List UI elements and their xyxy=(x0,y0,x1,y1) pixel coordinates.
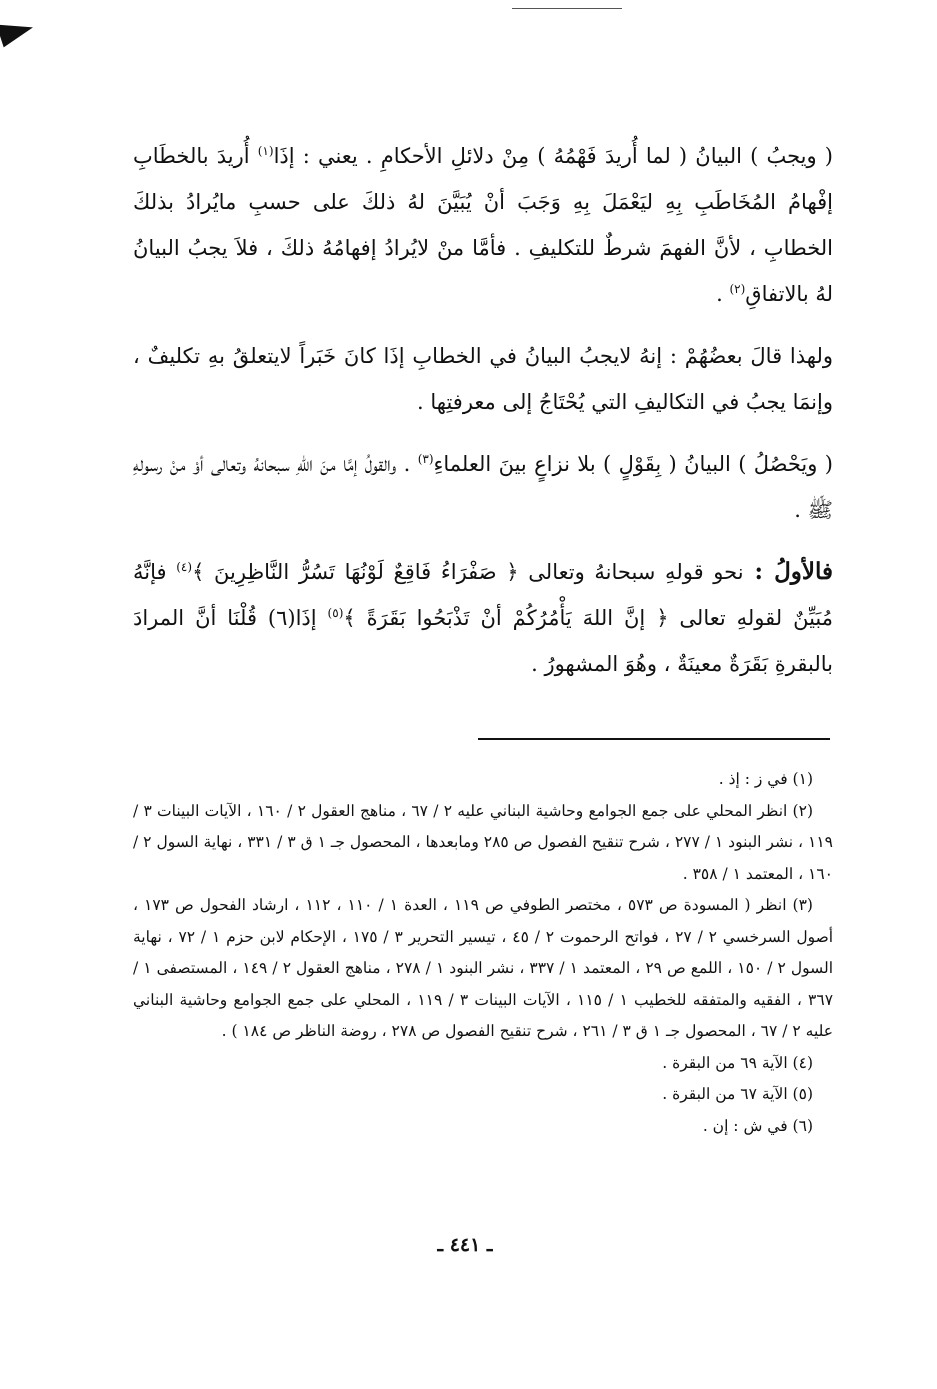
footnote-3: (٣) انظر ( المسودة ص ٥٧٣ ، مختصر الطوفي ص ١١٩ ، العدة ١ / ١١٠ ، ١١٢ ، ارشاد الفحول ص ١٧٣ ، أصول السرخسي ٢ / ٢٧ ، فواتح الرحموت ٢ / ٤٥ ، تيسير التحرير ٣ / ١٧٥ ، الإحكام لابن حزم ١ / ٧٢ ، نهاية السول ٢ / ١٥٠ ، اللمع ص ٢٩ ، المعتمد ١ / ٣٣٧ ، نشر البنود ١ / ٢٧٨ ، مناهج العقول ٢ / ١٤٩ ، المستصفى ١ / ٣٦٧ ، الفقيه والمتفقه للخطيب ١ / ١١٥ ، الآيات البينات ٣ / ١١٩ ، المحلي على جمع الجوامع وحاشية البناني عليه ٢ / ٦٧ ، المحصول جـ ١ ق ٣ / ٢٦١ ، شرح تنقيح الفصول ص ٢٧٨ ، روضة الناظر ص ١٨٤ ) . xyxy=(133,896,834,1040)
footnote-ref-1: (١) xyxy=(257,144,274,158)
paragraph-1-tail: . xyxy=(716,282,730,306)
top-rule xyxy=(512,8,622,9)
paragraph-3-text: ( ويَحْصُلُ ) البيانُ ( بِقَوْلٍ ) بلا نزاعٍ بينَ العلماءِ xyxy=(433,452,833,476)
footnote-ref-5: (٥) xyxy=(327,606,344,620)
footnote-1: (١) في ز : إذ . xyxy=(718,770,813,788)
paragraph-3 xyxy=(133,441,833,533)
footnotes xyxy=(133,764,833,1142)
paragraph-4-tail: إذَا(٦) قُلْنَا أنَّ المرادَ بالبقرةِ بَقَرَةٌ معينَةٌ ، وهُوَ المشهورُ . xyxy=(133,606,833,676)
footnote-ref-4: (٤) xyxy=(176,560,193,574)
paragraph-4-lead: فالأولُ : xyxy=(743,558,834,585)
footnote-6: (٦) في ش : إن . xyxy=(702,1116,813,1135)
paragraph-1 xyxy=(133,133,833,317)
footnote-4: (٤) الآية ٦٩ من البقرة . xyxy=(662,1053,813,1072)
footnote-separator xyxy=(478,738,830,740)
paragraph-1-text: ( ويجبُ ) البيانُ ( لما أُريدَ فَهْمُهُ ) مِنْ دلائلِ الأحكامِ . يعني : إذَا xyxy=(273,144,833,168)
paragraph-2 xyxy=(133,333,833,425)
corner-mark xyxy=(0,14,36,47)
footnote-ref-3: (٣) xyxy=(417,452,434,466)
page-number: ـ ٤٤١ ـ xyxy=(437,1234,493,1256)
footnote-2: (٢) انظر المحلي على جمع الجوامع وحاشية البناني عليه ٢ / ٦٧ ، مناهج العقول ٢ / ١٦٠ ، الآيات البينات ٣ / ١١٩ ، نشر البنود ١ / ٢٧٧ ، شرح تنقيح الفصول ص ٢٨٥ ومابعدها ، المحصول جـ ١ ق ٣ / ٣٣١ ، نهاية السول ٢ / ١٦٠ ، المعتمد ١ / ٣٥٨ . xyxy=(133,801,833,883)
footnote-5: (٥) الآية ٦٧ من البقرة . xyxy=(662,1085,813,1103)
paragraph-4 xyxy=(133,549,833,687)
footnote-ref-2: (٢) xyxy=(729,282,746,296)
paragraph-3-rest: . والقولُ إمَّا منَ اللهِ سبحانهُ وتعالى أوْ منْ رسولهِ ﷺ . xyxy=(133,452,833,522)
paragraph-1-rest: أُريدَ بالخطَابِ إفْهامُ المُخَاطَبِ بِهِ ليَعْمَلَ بِهِ وَجَبَ أنْ يُبَيَّنَ لهُ ذلكَ على حسبِ مايُرادُ بذلكَ الخطابِ ، لأنَّ الفهمَ شرطٌ للتكليفِ . فأمَّا منْ لايُرادُ إفهامُهُ ذلكَ ، فلاَ يجبُ البيانُ لهُ بالاتفاقِ xyxy=(133,144,833,306)
main-text xyxy=(133,133,833,703)
paragraph-4-rest: فإنَّهُ مُبَيِّنٌ لقولهِ تعالى ﴿ إنَّ اللهَ يَأْمُرُكُمْ أنْ تَذْبَحُوا بَقَرَةً ﴾ xyxy=(133,560,833,630)
paragraph-4-text: نحو قولهِ سبحانهُ وتعالى ﴿ صَفْرَاءُ فَاقِعٌ لَوْنُهَا تَسُرُّ النَّاظِرِينَ ﴾ xyxy=(192,560,744,584)
paragraph-2-text: ولهذا قالَ بعضُهُمْ : إنهُ لايجبُ البيانُ في الخطابِ إذَا كانَ خَبَراً لايتعلقُ بهِ تكليفٌ ، وإنمَا يجبُ في التكاليفِ التي يُحْتَاجُ إلى معرفتِها . xyxy=(133,344,833,414)
